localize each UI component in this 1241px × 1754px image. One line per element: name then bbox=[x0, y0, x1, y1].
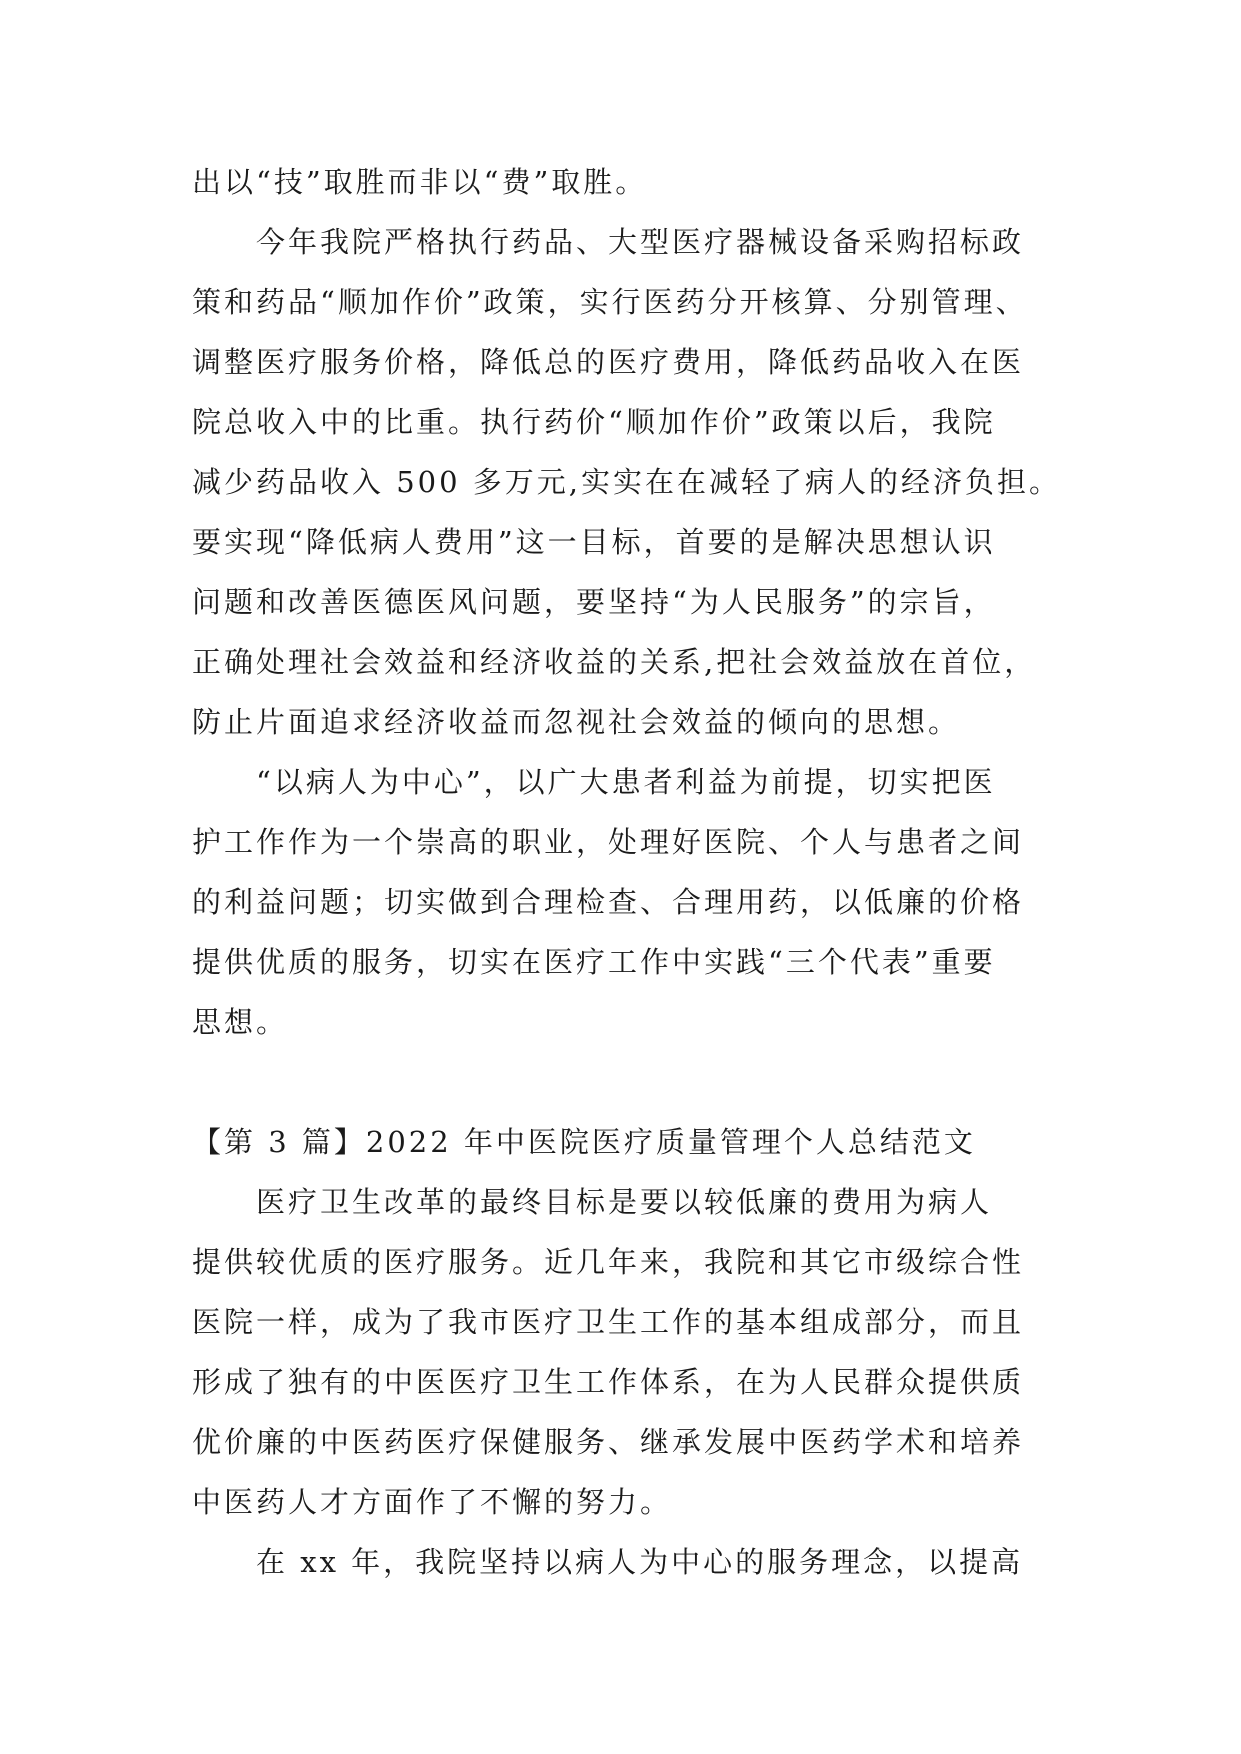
paragraph-line: 正确处理社会效益和经济收益的关系,把社会效益放在首位， bbox=[192, 645, 1037, 679]
section-heading: 【第 3 篇】2022 年中医院医疗质量管理个人总结范文 bbox=[192, 1125, 976, 1159]
paragraph-line: 调整医疗服务价格，降低总的医疗费用，降低药品收入在医 bbox=[192, 345, 1025, 379]
paragraph-line: 今年我院严格执行药品、大型医疗器械设备采购招标政 bbox=[256, 225, 1025, 259]
paragraph-line: 减少药品收入 500 多万元,实实在在减轻了病人的经济负担。 bbox=[192, 465, 1062, 499]
document-body bbox=[192, 152, 1062, 1592]
paragraph-line: 中医药人才方面作了不懈的努力。 bbox=[192, 1485, 673, 1519]
paragraph-line: 问题和改善医德医风问题，要坚持“为人民服务”的宗旨， bbox=[192, 585, 996, 619]
paragraph-line: 提供较优质的医疗服务。近几年来，我院和其它市级综合性 bbox=[192, 1245, 1025, 1279]
paragraph-line: 医疗卫生改革的最终目标是要以较低廉的费用为病人 bbox=[256, 1185, 993, 1219]
paragraph-line: 思想。 bbox=[192, 1005, 289, 1039]
paragraph-line: 在 xx 年，我院坚持以病人为中心的服务理念，以提高 bbox=[256, 1545, 1024, 1579]
section-spacer bbox=[192, 1052, 1062, 1112]
paragraph-line: 的利益问题；切实做到合理检查、合理用药，以低廉的价格 bbox=[192, 885, 1025, 919]
paragraph-line: 提供优质的服务，切实在医疗工作中实践“三个代表”重要 bbox=[192, 945, 996, 979]
paragraph-line: 防止片面追求经济收益而忽视社会效益的倾向的思想。 bbox=[192, 705, 961, 739]
paragraph-line: 要实现“降低病人费用”这一目标，首要的是解决思想认识 bbox=[192, 525, 996, 559]
paragraph-line: 优价廉的中医药医疗保健服务、继承发展中医药学术和培养 bbox=[192, 1425, 1025, 1459]
paragraph-line: 医院一样，成为了我市医疗卫生工作的基本组成部分，而且 bbox=[192, 1305, 1025, 1339]
paragraph-line: 院总收入中的比重。执行药价“顺加作价”政策以后，我院 bbox=[192, 405, 996, 439]
paragraph-line: 形成了独有的中医医疗卫生工作体系，在为人民群众提供质 bbox=[192, 1365, 1025, 1399]
paragraph-line: “以病人为中心”，以广大患者利益为前提，切实把医 bbox=[256, 765, 996, 799]
paragraph-line: 护工作作为一个崇高的职业，处理好医院、个人与患者之间 bbox=[192, 825, 1025, 859]
paragraph-line: 出以“技”取胜而非以“费”取胜。 bbox=[192, 165, 648, 199]
paragraph-line: 策和药品“顺加作价”政策，实行医药分开核算、分别管理、 bbox=[192, 285, 1028, 319]
